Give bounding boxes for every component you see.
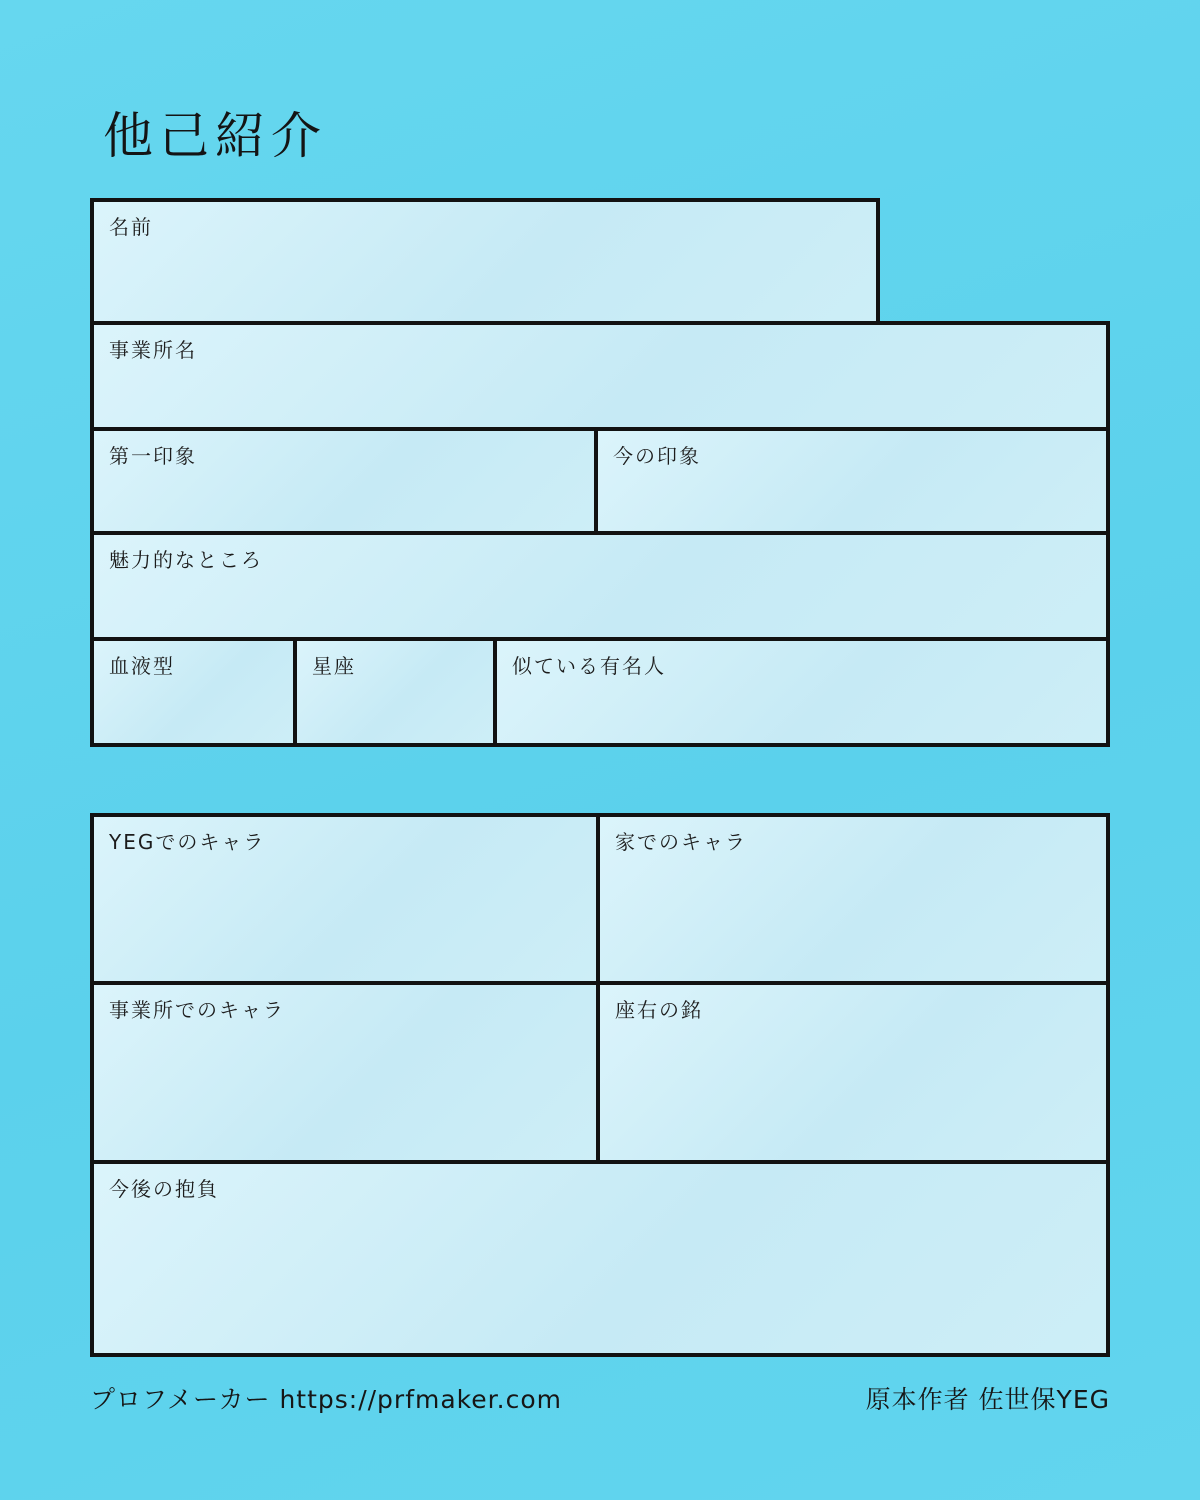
office-character-label: 事業所でのキャラ: [109, 998, 285, 1022]
first-impression-field[interactable]: [90, 427, 598, 535]
current-impression-label: 今の印象: [613, 444, 701, 468]
office-name-field[interactable]: [90, 321, 1110, 431]
page-title: 他己紹介: [103, 107, 327, 165]
first-impression-label: 第一印象: [109, 444, 197, 468]
current-impression-field[interactable]: [594, 427, 1110, 535]
yeg-character-label: YEGでのキャラ: [109, 830, 266, 854]
future-aspiration-field[interactable]: [90, 1160, 1110, 1357]
name-field[interactable]: [90, 198, 880, 325]
form-row: [90, 531, 1110, 641]
form-row: [90, 813, 1110, 985]
zodiac-label: 星座: [312, 654, 356, 678]
future-aspiration-label: 今後の抱負: [109, 1177, 219, 1201]
motto-field[interactable]: [596, 981, 1110, 1164]
character-section: [90, 813, 1110, 1357]
charm-label: 魅力的なところ: [109, 548, 263, 572]
blood-type-label: 血液型: [109, 654, 175, 678]
basic-info-section: [90, 198, 1110, 747]
footer-credit-site: プロフメーカー https://prfmaker.com: [90, 1385, 562, 1414]
motto-label: 座右の銘: [615, 998, 703, 1022]
form-row: [90, 427, 1110, 535]
office-character-field[interactable]: [90, 981, 600, 1164]
form-row: [90, 1160, 1110, 1357]
charm-field[interactable]: [90, 531, 1110, 641]
form-row: [90, 637, 1110, 747]
form-row: [90, 198, 1110, 325]
blood-type-field[interactable]: [90, 637, 297, 747]
office-name-label: 事業所名: [109, 338, 197, 362]
home-character-field[interactable]: [596, 813, 1110, 985]
zodiac-field[interactable]: [293, 637, 497, 747]
similar-celebrity-field[interactable]: [493, 637, 1110, 747]
similar-celebrity-label: 似ている有名人: [512, 654, 666, 678]
footer: [90, 1380, 1110, 1416]
home-character-label: 家でのキャラ: [615, 830, 747, 854]
name-label: 名前: [109, 215, 153, 239]
footer-credit-author: 原本作者 佐世保YEG: [865, 1385, 1110, 1414]
form-row: [90, 981, 1110, 1164]
form-row: [90, 321, 1110, 431]
yeg-character-field[interactable]: [90, 813, 600, 985]
